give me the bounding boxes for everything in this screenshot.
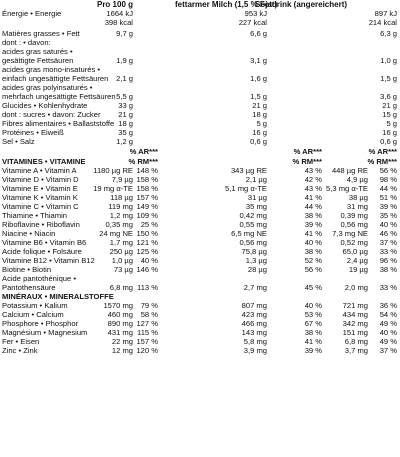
value-milk: 466 mg	[241, 319, 267, 329]
value-milk: 21 g	[252, 101, 267, 111]
nutrient-label: acides gras polyinsaturés •	[2, 83, 93, 93]
nutrient-label: Fibres alimentaires • Ballaststoffe	[2, 119, 115, 129]
nutrient-label: Protéines • Eiweiß	[2, 128, 64, 138]
percent-powder: 121 %	[136, 237, 158, 247]
value-powder: 2,1 g	[116, 74, 133, 84]
header-col-milk: fettarmer Milch (1,5 % Fett)	[175, 0, 278, 9]
value-milk: 343 µg RE	[230, 165, 267, 175]
percent-powder: 127 %	[136, 319, 158, 329]
nutrient-label: Biotine • Biotin	[2, 264, 52, 274]
value-milk: 18 g	[252, 110, 267, 120]
value-powder: 460 mg	[107, 310, 133, 320]
value-powder: 1,2 g	[116, 137, 133, 147]
value-soy: 7,3 mg NE	[332, 228, 368, 238]
percent-powder: 58 %	[140, 310, 158, 320]
value-soy: 342 mg	[342, 319, 368, 329]
nutrient-label: einfach ungesättigte Fettsäuren	[2, 74, 109, 84]
value-powder: 250 µg	[109, 246, 133, 256]
percent-soy: 49 %	[379, 337, 397, 347]
value-soy: 0,52 mg	[340, 237, 368, 247]
value-soy: 1,0 g	[380, 56, 397, 66]
value-soy: 151 mg	[342, 328, 368, 338]
nutrient-label: Potassium • Kalium	[2, 300, 68, 310]
nutrient-label: Phosphore • Phosphor	[2, 319, 79, 329]
percent-milk: 41 %	[304, 192, 322, 202]
nutrient-label: gesättigte Fettsäuren	[2, 56, 74, 66]
nutrient-label: Matières grasses • Fett	[2, 29, 80, 39]
percent-powder: 149 %	[136, 201, 158, 211]
percent-powder: 158 %	[136, 174, 158, 184]
rm-header: % RM***	[367, 156, 397, 166]
nutrient-label: acides gras saturés •	[2, 47, 73, 57]
value-powder: 21 g	[118, 110, 133, 120]
percent-milk: 41 %	[304, 228, 322, 238]
value-soy: 16 g	[382, 128, 397, 138]
percent-soy: 33 %	[379, 246, 397, 256]
nutrient-label: Vitamine K • Vitamin K	[2, 192, 78, 202]
nutrient-label: Vitamine B6 • Vitamin B6	[2, 237, 87, 247]
value-powder: 7,9 µg	[111, 174, 133, 184]
nutrient-label: Riboflavine • Riboflavin	[2, 219, 80, 229]
percent-soy: 49 %	[379, 319, 397, 329]
ar-header: % AR***	[368, 147, 397, 157]
value-milk: 75,8 µg	[241, 246, 267, 256]
percent-milk: 44 %	[304, 201, 322, 211]
percent-powder: 157 %	[136, 192, 158, 202]
percent-powder: 40 %	[140, 255, 158, 265]
value-powder: 398 kcal	[104, 18, 133, 28]
percent-milk: 38 %	[304, 246, 322, 256]
value-powder: 9,7 g	[116, 29, 133, 39]
percent-soy: 44 %	[379, 183, 397, 193]
nutrient-label: Acide folique • Folsäure	[2, 246, 82, 256]
value-soy: 0,39 mg	[340, 210, 368, 220]
value-milk: 35 mg	[245, 201, 267, 211]
rm-header: % RM***	[128, 156, 158, 166]
value-powder: 118 µg	[110, 192, 133, 202]
value-milk: 2,1 µg	[245, 174, 267, 184]
value-milk: 423 mg	[241, 310, 267, 320]
nutrient-label: Thiamine • Thiamin	[2, 210, 67, 220]
value-milk: 1,3 µg	[245, 255, 267, 265]
value-powder: 431 mg	[107, 328, 133, 338]
value-soy: 721 mg	[342, 300, 368, 310]
percent-soy: 46 %	[379, 228, 397, 238]
value-powder: 1,7 mg	[109, 237, 133, 247]
value-powder: 12 mg	[111, 346, 133, 356]
value-soy: 19 µg	[348, 264, 368, 274]
percent-milk: 40 %	[304, 300, 322, 310]
percent-soy: 37 %	[379, 237, 397, 247]
percent-milk: 39 %	[304, 346, 322, 356]
value-milk: 0,6 g	[250, 137, 267, 147]
value-soy: 0,6 g	[380, 137, 397, 147]
percent-soy: 40 %	[379, 219, 397, 229]
value-milk: 143 mg	[241, 328, 267, 338]
value-milk: 0,55 mg	[239, 219, 267, 229]
nutrient-label: acides gras mono-insaturés •	[2, 65, 101, 75]
percent-powder: 157 %	[136, 337, 158, 347]
nutrient-label: Calcium • Calcium	[2, 310, 64, 320]
value-milk: 5,8 mg	[243, 337, 267, 347]
percent-powder: 148 %	[136, 165, 158, 175]
nutrient-label: Énergie • Energie	[2, 9, 62, 19]
value-soy: 2,4 µg	[346, 255, 368, 265]
value-milk: 0,42 mg	[239, 210, 267, 220]
value-soy: 31 mg	[346, 201, 368, 211]
percent-powder: 109 %	[136, 210, 158, 220]
value-soy: 3,7 mg	[344, 346, 368, 356]
value-milk: 5 g	[256, 119, 267, 129]
percent-soy: 96 %	[379, 255, 397, 265]
percent-milk: 45 %	[304, 282, 322, 292]
value-soy: 897 kJ	[374, 9, 397, 19]
value-powder: 6,8 mg	[109, 282, 133, 292]
value-soy: 3,6 g	[380, 92, 397, 102]
value-powder: 119 mg	[108, 201, 133, 211]
percent-milk: 38 %	[304, 328, 322, 338]
nutrient-label: Acide pantothénique •	[2, 273, 77, 283]
percent-powder: 120 %	[136, 346, 158, 356]
value-powder: 1,0 µg	[111, 255, 133, 265]
percent-soy: 54 %	[379, 310, 397, 320]
value-soy: 21 g	[382, 101, 397, 111]
value-soy: 434 mg	[342, 310, 368, 320]
value-milk: 6,6 g	[250, 29, 267, 39]
percent-powder: 125 %	[136, 246, 158, 256]
value-soy: 448 µg RE	[331, 165, 368, 175]
percent-soy: 56 %	[379, 165, 397, 175]
value-milk: 31 µg	[247, 192, 267, 202]
percent-soy: 37 %	[379, 346, 397, 356]
value-milk: 28 µg	[247, 264, 267, 274]
value-soy: 5 g	[386, 119, 397, 129]
nutrient-label: Vitamine A • Vitamin A	[2, 165, 77, 175]
percent-powder: 25 %	[140, 219, 158, 229]
percent-soy: 51 %	[379, 192, 397, 202]
value-milk: 0,56 mg	[239, 237, 267, 247]
value-soy: 6,3 g	[380, 29, 397, 39]
value-milk: 6,5 mg NE	[231, 228, 267, 238]
value-milk: 1,5 g	[250, 92, 267, 102]
value-powder: 18 g	[118, 119, 133, 129]
nutrient-label: Niacine • Niacin	[2, 228, 56, 238]
value-powder: 1,2 mg	[109, 210, 133, 220]
percent-milk: 43 %	[304, 165, 322, 175]
percent-soy: 38 %	[379, 264, 397, 274]
percent-milk: 56 %	[304, 264, 322, 274]
value-soy: 15 g	[382, 110, 397, 120]
value-powder: 73 µg	[113, 264, 133, 274]
nutrient-label: Fer • Eisen	[2, 337, 40, 347]
value-milk: 5,1 mg α-TE	[225, 183, 267, 193]
ar-header: % AR***	[129, 147, 158, 157]
nutrient-label: Sel • Salz	[2, 137, 35, 147]
percent-milk: 40 %	[304, 237, 322, 247]
value-soy: 1,5 g	[380, 74, 397, 84]
percent-milk: 43 %	[304, 183, 322, 193]
percent-milk: 42 %	[304, 174, 322, 184]
value-soy: 214 kcal	[368, 18, 397, 28]
value-soy: 0,56 mg	[340, 219, 368, 229]
nutrient-label: Vitamine B12 • Vitamin B12	[2, 255, 95, 265]
percent-soy: 36 %	[379, 300, 397, 310]
nutrient-label: Zinc • Zink	[2, 346, 38, 356]
percent-powder: 113 %	[137, 282, 158, 292]
value-powder: 22 mg	[111, 337, 133, 347]
percent-milk: 67 %	[304, 319, 322, 329]
percent-soy: 33 %	[379, 282, 397, 292]
value-powder: 1180 µg RE	[93, 165, 133, 175]
value-soy: 6,8 mg	[344, 337, 368, 347]
rm-header: % RM***	[292, 156, 322, 166]
percent-powder: 79 %	[140, 300, 158, 310]
value-milk: 3,1 g	[250, 56, 267, 66]
percent-milk: 52 %	[304, 255, 322, 265]
nutrient-label: Glucides • Kohlenhydrate	[2, 101, 88, 111]
nutrient-label: Vitamine C • Vitamin C	[2, 201, 79, 211]
value-powder: 33 g	[118, 101, 133, 111]
nutrient-label: Magnésium • Magnesium	[2, 328, 88, 338]
nutrient-label: dont : • davon:	[2, 38, 51, 48]
value-powder: 1,9 g	[116, 56, 133, 66]
percent-milk: 39 %	[304, 219, 322, 229]
percent-soy: 40 %	[379, 328, 397, 338]
value-powder: 0,35 mg	[105, 219, 133, 229]
percent-soy: 39 %	[379, 201, 397, 211]
value-milk: 227 kcal	[238, 18, 267, 28]
value-powder: 35 g	[118, 128, 133, 138]
percent-powder: 146 %	[136, 264, 158, 274]
header-col-per-100g: Pro 100 g	[96, 0, 133, 9]
value-powder: 890 mg	[107, 319, 133, 329]
value-soy: 5,3 mg α-TE	[326, 183, 368, 193]
value-soy: 2,0 mg	[344, 282, 368, 292]
value-soy: 4,9 µg	[346, 174, 368, 184]
value-milk: 953 kJ	[244, 9, 267, 19]
percent-milk: 53 %	[304, 310, 322, 320]
nutrient-label: Vitamine E • Vitamin E	[2, 183, 78, 193]
value-soy: 38 µg	[348, 192, 368, 202]
value-powder: 5,5 g	[116, 92, 133, 102]
nutrient-label: Pantothensäure	[2, 282, 56, 292]
value-milk: 16 g	[252, 128, 267, 138]
percent-powder: 115 %	[137, 328, 158, 338]
value-powder: 24 mg NE	[99, 228, 133, 238]
nutrient-label: Vitamine D • Vitamin D	[2, 174, 79, 184]
percent-powder: 158 %	[136, 183, 158, 193]
percent-powder: 150 %	[136, 228, 158, 238]
value-powder: 19 mg α-TE	[93, 183, 133, 193]
percent-soy: 98 %	[379, 174, 397, 184]
percent-soy: 35 %	[379, 210, 397, 220]
value-milk: 3,9 mg	[243, 346, 267, 356]
nutrient-label: dont : sucres • davon: Zucker	[2, 110, 101, 120]
value-milk: 807 mg	[241, 300, 267, 310]
percent-milk: 38 %	[304, 210, 322, 220]
value-soy: 65,0 µg	[342, 246, 368, 256]
ar-header: % AR***	[293, 147, 322, 157]
section-title-vitamins: VITAMINES • VITAMINE	[2, 156, 86, 166]
value-milk: 1,6 g	[250, 74, 267, 84]
header-col-soy: Sojadrink (angereichert)	[255, 0, 348, 9]
section-title-minerals: MINÉRAUX • MINERALSTOFFE	[2, 291, 114, 301]
percent-milk: 41 %	[304, 337, 322, 347]
value-powder: 1570 mg	[103, 300, 133, 310]
value-milk: 2,7 mg	[243, 282, 267, 292]
value-powder: 1664 kJ	[106, 9, 133, 19]
nutrient-label: mehrfach ungesättigte Fettsäuren	[2, 92, 116, 102]
